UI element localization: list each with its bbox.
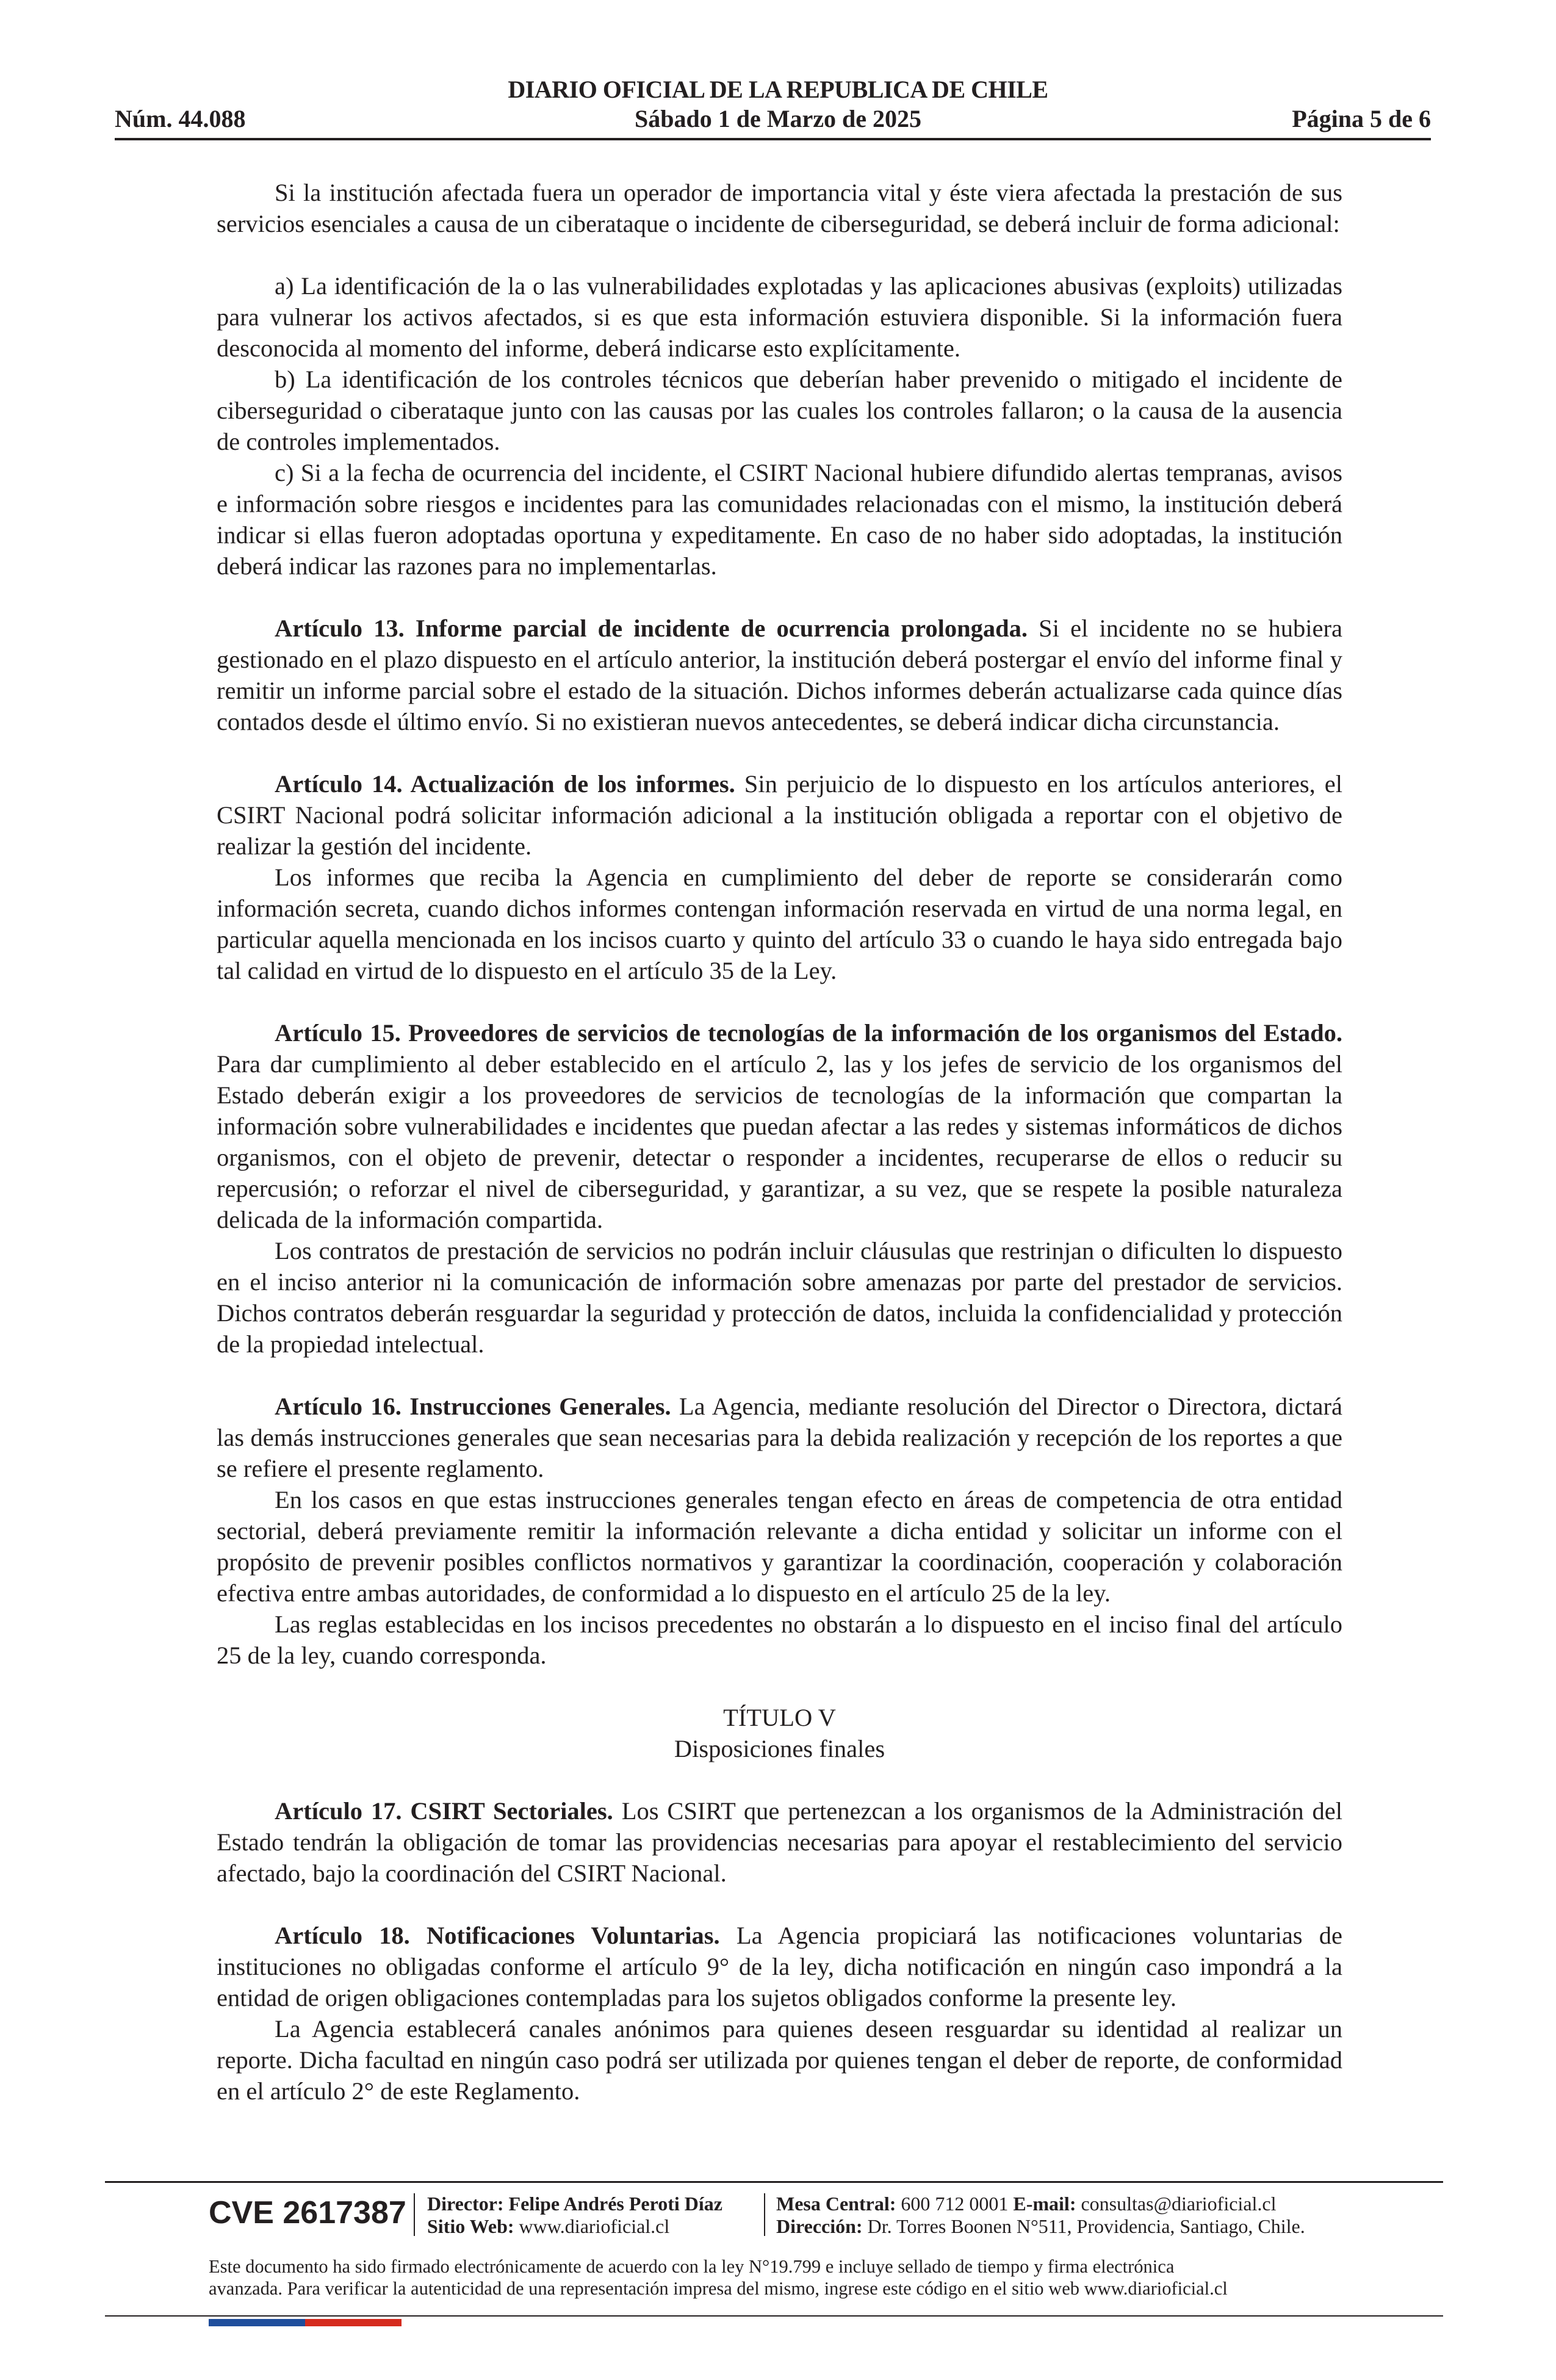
article-13 bbox=[217, 613, 1342, 737]
web-link[interactable]: www.diarioficial.cl bbox=[519, 2215, 670, 2237]
article-18-text: La Agencia propiciará las notificaciones voluntarias de instituciones no obligadas conforme el artículo 9° de la ley, dicha notificación en ningún caso impondrá a la entidad de origen obligaciones contempladas para los sujetos obligados conforme la presente ley. bbox=[217, 1922, 1342, 2011]
footer-director-block bbox=[427, 2193, 722, 2238]
legal-line: Este documento ha sido firmado electrónicamente de acuerdo con la ley N°19.799 e incluye sellado de tiempo y firma electrónica bbox=[209, 2256, 1175, 2277]
section-subtitle: Disposiciones finales bbox=[674, 1735, 885, 1762]
flag-stripe-red bbox=[305, 2319, 402, 2326]
article-15-text: Para dar cumplimiento al deber establecido en el artículo 2, las y los jefes de servicio de los organismos del Estado deberán exigir a los proveedores de servicios de tecnologías de la información que compartan la información sobre vulnerabilidades e incidentes que puedan afectar a las redes y sistemas informáticos de dichos organismos, con el objeto de prevenir, detectar o responder a incidentes, recuperarse de ellos o reducir su repercusión; o reforzar el nivel de ciberseguridad, y garantizar, a su vez, que se respete la posible naturaleza delicada de la información compartida. bbox=[217, 1050, 1342, 1233]
paragraph: Las reglas establecidas en los incisos precedentes no obstarán a lo dispuesto en el inciso final del artículo 25 de la ley, cuando corresponda. bbox=[217, 1610, 1342, 1669]
director-label: Director: bbox=[427, 2193, 504, 2215]
article-15 bbox=[217, 1017, 1342, 1235]
paragraph: a) La identificación de la o las vulnerabilidades explotadas y las aplicaciones abusivas (exploits) utilizadas para vulnerar los activos afectados, si es que esta información estuviera disponible. Si la información fuera desconocida al momento del informe, deberá indicarse esto explícitamente. bbox=[217, 272, 1342, 362]
paragraph: Los contratos de prestación de servicios no podrán incluir cláusulas que restrinjan o dificulten lo dispuesto en el inciso anterior ni la comunicación de información sobre amenazas por parte del prestador de servicios. Dichos contratos deberán resguardar la seguridad y protección de datos, incluida la confidencialidad y protección de la propiedad intelectual. bbox=[217, 1237, 1342, 1358]
section-title: TÍTULO V bbox=[723, 1704, 836, 1731]
page-number: Página 5 de 6 bbox=[1292, 105, 1431, 132]
direccion-value: Dr. Torres Boonen N°511, Providencia, Santiago, Chile. bbox=[867, 2215, 1305, 2237]
mesa-label: Mesa Central: bbox=[776, 2193, 896, 2215]
article-18 bbox=[217, 1920, 1342, 2013]
paragraph: La Agencia establecerá canales anónimos para quienes deseen resguardar su identidad al realizar un reporte. Dicha facultad en ningún caso podrá ser utilizada por quienes tengan el deber de reporte, de conformidad en el artículo 2° de este Reglamento. bbox=[217, 2015, 1342, 2105]
article-16-text: La Agencia, mediante resolución del Director o Directora, dictará las demás instrucciones generales que sean necesarias para la debida realización y recepción de los reportes a que se refiere el presente reglamento. bbox=[217, 1393, 1342, 1482]
article-17-title: Artículo 17. CSIRT Sectoriales. bbox=[275, 1797, 613, 1825]
article-15-title: Artículo 15. Proveedores de servicios de tecnologías de la información de los organismos del Estado. bbox=[275, 1019, 1342, 1047]
article-14-title: Artículo 14. Actualización de los informes. bbox=[275, 770, 735, 798]
direccion-label: Dirección: bbox=[776, 2215, 863, 2237]
article-16-title: Artículo 16. Instrucciones Generales. bbox=[275, 1393, 671, 1420]
publication-title: DIARIO OFICIAL DE LA REPUBLICA DE CHILE bbox=[508, 76, 1048, 103]
paragraph: Si la institución afectada fuera un operador de importancia vital y éste viera afectada la prestación de sus servicios esenciales a causa de un ciberataque o incidente de ciberseguridad, se deberá incluir de forma adicional: bbox=[217, 179, 1342, 237]
director-name: Felipe Andrés Peroti Díaz bbox=[508, 2193, 722, 2215]
paragraph: En los casos en que estas instrucciones generales tengan efecto en áreas de competencia de otra entidad sectorial, deberá previamente remitir la información relevante a dicha entidad y solicitar un informe con el propósito de prevenir posibles conflictos normativos y garantizar la coordinación, cooperación y colaboración efectiva entre ambas autoridades, de conformidad a lo dispuesto en el artículo 25 de la ley. bbox=[217, 1486, 1342, 1607]
issue-date: Sábado 1 de Marzo de 2025 bbox=[635, 105, 921, 132]
article-14 bbox=[217, 768, 1342, 862]
legal-line: avanzada. Para verificar la autenticidad de una representación impresa del mismo, ingrese este código en el sitio web www.diarioficial.cl bbox=[209, 2278, 1228, 2299]
cve-code: CVE 2617387 bbox=[209, 2195, 406, 2230]
article-13-text: Si el incidente no se hubiera gestionado en el plazo dispuesto en el artículo anterior, la institución deberá postergar el envío del informe final y remitir un informe parcial sobre el estado de la situación. Dichos informes deberán actualizarse cada quince días contados desde el último envío. Si no existieran nuevos antecedentes, se deberá indicar dicha circunstancia. bbox=[217, 615, 1342, 735]
web-label: Sitio Web: bbox=[427, 2215, 514, 2237]
header-rule bbox=[115, 138, 1431, 140]
document-body bbox=[217, 177, 1342, 2107]
mesa-phone: 600 712 0001 bbox=[901, 2193, 1009, 2215]
flag-stripe-blue bbox=[209, 2319, 305, 2326]
article-17 bbox=[217, 1795, 1342, 1889]
footer-divider bbox=[764, 2193, 765, 2236]
article-16 bbox=[217, 1391, 1342, 1484]
issue-number: Núm. 44.088 bbox=[115, 105, 246, 132]
article-13-title: Artículo 13. Informe parcial de incidente de ocurrencia prolongada. bbox=[275, 615, 1028, 642]
footer-divider bbox=[414, 2193, 415, 2236]
footer-rule bbox=[105, 2181, 1443, 2183]
email-label: E-mail: bbox=[1013, 2193, 1076, 2215]
legal-notice bbox=[209, 2256, 1356, 2299]
article-17-text: Los CSIRT que pertenezcan a los organismos de la Administración del Estado tendrán la obligación de tomar las providencias necesarias para apoyar el restablecimiento del servicio afectado, bajo la coordinación del CSIRT Nacional. bbox=[217, 1797, 1342, 1887]
paragraph: c) Si a la fecha de ocurrencia del incidente, el CSIRT Nacional hubiere difundido alertas tempranas, avisos e información sobre riesgos e incidentes para las comunidades relacionadas con el mismo, la institución deberá indicar si ellas fueron adoptadas oportuna y expeditamente. En caso de no haber sido adoptadas, la institución deberá indicar las razones para no implementarlas. bbox=[217, 459, 1342, 580]
footer-bottom-rule bbox=[105, 2315, 1443, 2317]
article-14-text: Sin perjuicio de lo dispuesto en los artículos anteriores, el CSIRT Nacional podrá solicitar información adicional a la institución obligada a reportar con el objetivo de realizar la gestión del incidente. bbox=[217, 770, 1342, 860]
paragraph: b) La identificación de los controles técnicos que deberían haber prevenido o mitigado el incidente de ciberseguridad o ciberataque junto con las causas por las cuales los controles fallaron; o la causa de la ausencia de controles implementados. bbox=[217, 366, 1342, 455]
article-18-title: Artículo 18. Notificaciones Voluntarias. bbox=[275, 1922, 720, 1949]
email-link[interactable]: consultas@diarioficial.cl bbox=[1081, 2193, 1277, 2215]
footer-contact-block bbox=[776, 2193, 1305, 2238]
paragraph: Los informes que reciba la Agencia en cumplimiento del deber de reporte se considerarán como información secreta, cuando dichos informes contengan información reservada en virtud de una norma legal, en particular aquella mencionada en los incisos cuarto y quinto del artículo 33 o cuando le haya sido entregada bajo tal calidad en virtud de lo dispuesto en el artículo 35 de la Ley. bbox=[217, 864, 1342, 984]
